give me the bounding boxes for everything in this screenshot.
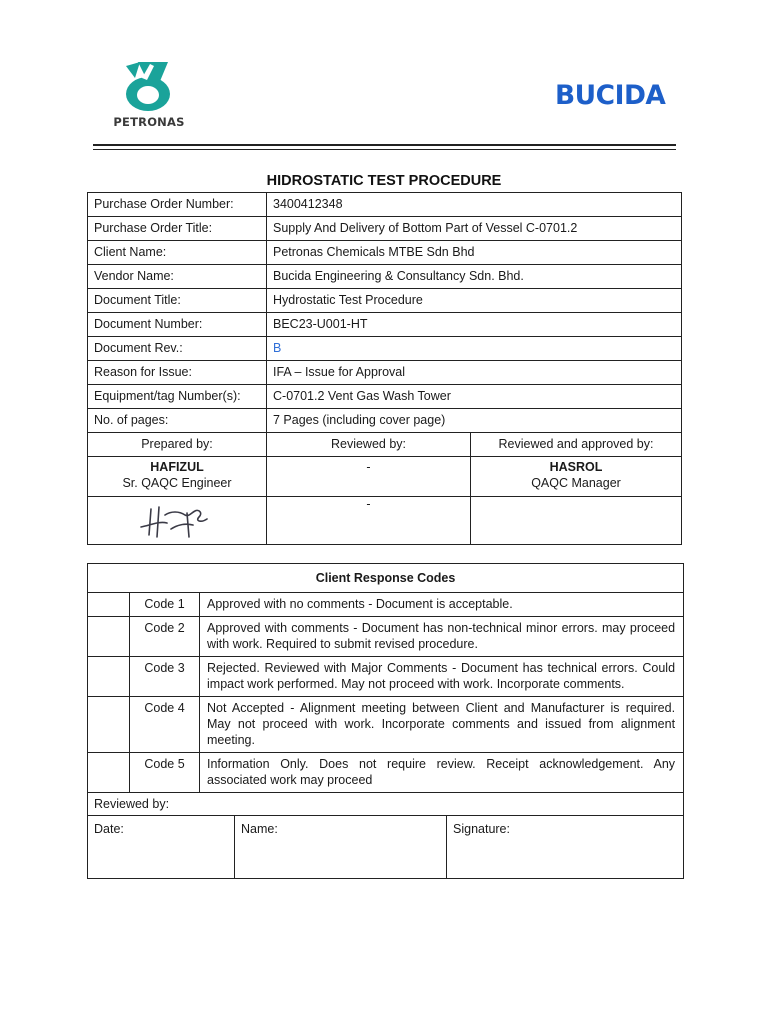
prepared-by-cell	[88, 457, 267, 497]
response-code-description: Information Only. Does not require review. Receipt acknowledgement. Any associated work may proceed	[200, 753, 684, 793]
details-value: Supply And Delivery of Bottom Part of Vessel C-0701.2	[267, 217, 682, 241]
response-code: Code 1	[130, 593, 200, 617]
details-label: Document Title:	[88, 289, 267, 313]
prepared-by-role: Sr. QAQC Engineer	[122, 476, 232, 490]
code-spacer-cell	[88, 753, 130, 793]
signature-field: Signature:	[447, 816, 684, 879]
document-revision-value: B	[267, 337, 682, 361]
reviewed-by-name: -	[366, 460, 371, 474]
prepared-signature-cell	[88, 497, 267, 545]
approval-names-row	[88, 457, 682, 497]
response-code-row	[88, 753, 684, 793]
header-divider	[93, 144, 676, 146]
details-label: No. of pages:	[88, 409, 267, 433]
bucida-logo: BUCIDA	[555, 80, 666, 111]
response-code-row	[88, 657, 684, 697]
response-code: Code 5	[130, 753, 200, 793]
approval-header-row	[88, 433, 682, 457]
response-code-description: Rejected. Reviewed with Major Comments - Document has technical errors. Could impact work performed. May not proceed with work. Incorporate comments.	[200, 657, 684, 697]
code-spacer-cell	[88, 617, 130, 657]
approved-by-name: HASROL	[549, 460, 603, 474]
details-row	[88, 313, 682, 337]
reviewed-by-field: Reviewed by:	[88, 793, 684, 816]
reviewed-signature-value: -	[366, 497, 371, 511]
code-spacer-cell	[88, 593, 130, 617]
details-label: Client Name:	[88, 241, 267, 265]
response-code-description: Approved with comments - Document has non-technical minor errors. may proceed with work. Required to submit revised procedure.	[200, 617, 684, 657]
approved-by-cell	[471, 457, 682, 497]
approved-by-label: Reviewed and approved by:	[471, 433, 682, 457]
signature-row	[88, 497, 682, 545]
response-code: Code 2	[130, 617, 200, 657]
code-spacer-cell	[88, 697, 130, 753]
response-codes-title: Client Response Codes	[88, 564, 684, 593]
petronas-emblem-icon	[118, 60, 178, 114]
response-code-row	[88, 697, 684, 753]
details-row	[88, 385, 682, 409]
details-value: Petronas Chemicals MTBE Sdn Bhd	[267, 241, 682, 265]
details-row	[88, 193, 682, 217]
details-row	[88, 337, 682, 361]
details-label: Reason for Issue:	[88, 361, 267, 385]
response-code-description: Not Accepted - Alignment meeting between Client and Manufacturer is required. May not proceed with work. Incorporate comments and issued from alignment meeting.	[200, 697, 684, 753]
details-value: 3400412348	[267, 193, 682, 217]
reviewed-by-cell	[267, 457, 471, 497]
code-spacer-cell	[88, 657, 130, 697]
details-value: 7 Pages (including cover page)	[267, 409, 682, 433]
response-code-row	[88, 617, 684, 657]
details-label: Purchase Order Number:	[88, 193, 267, 217]
petronas-logo	[104, 60, 194, 132]
petronas-wordmark: PETRONAS	[113, 115, 185, 129]
document-heading: HIDROSTATIC TEST PROCEDURE	[266, 173, 502, 189]
sign-off-row	[88, 816, 684, 879]
document-details-table	[87, 192, 682, 545]
details-label: Purchase Order Title:	[88, 217, 267, 241]
details-row	[88, 289, 682, 313]
response-code-description: Approved with no comments - Document is acceptable.	[200, 593, 684, 617]
name-field: Name:	[235, 816, 447, 879]
response-code: Code 4	[130, 697, 200, 753]
details-label: Equipment/tag Number(s):	[88, 385, 267, 409]
prepared-by-label: Prepared by:	[88, 433, 267, 457]
reviewed-by-label: Reviewed by:	[267, 433, 471, 457]
approved-signature-cell	[471, 497, 682, 545]
details-row	[88, 409, 682, 433]
handwritten-signature-icon	[137, 501, 217, 541]
details-label: Document Rev.:	[88, 337, 267, 361]
date-field: Date:	[88, 816, 235, 879]
details-value: BEC23-U001-HT	[267, 313, 682, 337]
details-row	[88, 265, 682, 289]
details-row	[88, 241, 682, 265]
details-row	[88, 217, 682, 241]
response-code-row	[88, 593, 684, 617]
details-value: IFA – Issue for Approval	[267, 361, 682, 385]
details-row	[88, 361, 682, 385]
response-code: Code 3	[130, 657, 200, 697]
approved-by-role: QAQC Manager	[531, 476, 621, 490]
details-value: Bucida Engineering & Consultancy Sdn. Bhd.	[267, 265, 682, 289]
header-divider-thin	[93, 149, 676, 150]
reviewed-signature-cell	[267, 497, 471, 545]
client-response-codes-table	[87, 563, 684, 879]
prepared-by-name: HAFIZUL	[150, 460, 204, 474]
details-value: Hydrostatic Test Procedure	[267, 289, 682, 313]
details-label: Document Number:	[88, 313, 267, 337]
details-label: Vendor Name:	[88, 265, 267, 289]
details-value: C-0701.2 Vent Gas Wash Tower	[267, 385, 682, 409]
